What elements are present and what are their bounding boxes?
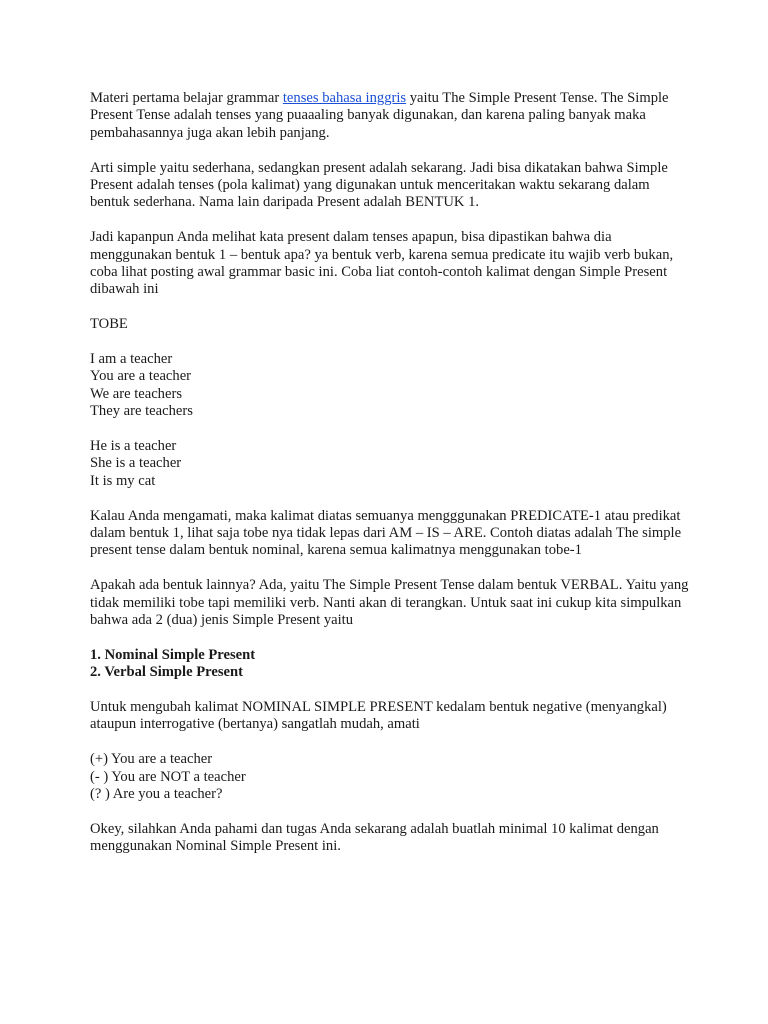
form-negative: (- ) You are NOT a teacher xyxy=(90,768,246,785)
verbal-paragraph: Apakah ada bentuk lainnya? Ada, yaitu The Simple Present Tense dalam bentuk VERBAL. Yaitu yang tidak memiliki tobe tapi memiliki verb. Nanti akan di terangkan. Untuk saat ini cukup kita simpulkan bahwa ada 2 (dua) jenis Simple Present yaitu xyxy=(90,577,689,629)
example-line: You are a teacher xyxy=(90,368,192,385)
type-item-verbal: 2. Verbal Simple Present xyxy=(90,664,243,681)
examples-group-2 xyxy=(90,438,690,490)
tenses-link[interactable]: tenses bahasa inggris xyxy=(282,90,407,106)
explanation-paragraph: Jadi kapanpun Anda melihat kata present dalam tenses apapun, bisa dipastikan bahwa dia menggunakan bentuk 1 – bentuk apa? ya bentuk verb, karena semua predicate itu wajib verb bukan, coba lihat posting awal grammar basic ini. Coba liat contoh-contoh kalimat dengan Simple Present dibawah ini xyxy=(90,229,674,298)
forms-list xyxy=(90,751,690,803)
intro-text-start: Materi pertama belajar grammar xyxy=(90,90,283,106)
tobe-heading: TOBE xyxy=(90,316,128,333)
example-line: They are teachers xyxy=(90,403,193,420)
example-line: I am a teacher xyxy=(90,351,173,368)
form-interrogative: (? ) Are you a teacher? xyxy=(90,786,223,803)
type-item-nominal: 1. Nominal Simple Present xyxy=(90,646,256,663)
example-line: It is my cat xyxy=(90,472,156,489)
examples-group-1 xyxy=(90,351,690,421)
assignment-paragraph: Okey, silahkan Anda pahami dan tugas Anda sekarang adalah buatlah minimal 10 kalimat dengan menggunakan Nominal Simple Present ini. xyxy=(90,820,659,855)
definition-paragraph: Arti simple yaitu sederhana, sedangkan present adalah sekarang. Jadi bisa dikatakan bahwa Simple Present adalah tenses (pola kalimat) yang digunakan untuk menceritakan waktu sekarang dalam bentuk sederhana. Nama lain daripada Present adalah BENTUK 1. xyxy=(90,159,668,211)
document-body xyxy=(90,90,690,873)
transform-paragraph: Untuk mengubah kalimat NOMINAL SIMPLE PRESENT kedalam bentuk negative (menyangkal) ataupun interrogative (bertanya) sangatlah mudah, amati xyxy=(90,699,667,733)
types-list xyxy=(90,647,690,682)
observation-paragraph: Kalau Anda mengamati, maka kalimat diatas semuanya mengggunakan PREDICATE-1 atau predikat dalam bentuk 1, lihat saja tobe nya tidak lepas dari AM – IS – ARE. Contoh diatas adalah The simple present tense dalam bentuk nominal, karena semua kalimatnya menggunakan tobe-1 xyxy=(90,507,682,559)
example-line: She is a teacher xyxy=(90,455,182,472)
intro-text-end: yaitu The Simple Present Tense. The Simple Present Tense adalah tenses yang puaaaling banyak digunakan, dan karena paling banyak maka pembahasannya juga akan lebih panjang. xyxy=(90,90,669,141)
example-line: We are teachers xyxy=(90,385,182,402)
example-line: He is a teacher xyxy=(90,438,177,455)
intro-paragraph xyxy=(90,90,690,142)
form-positive: (+) You are a teacher xyxy=(90,751,213,768)
